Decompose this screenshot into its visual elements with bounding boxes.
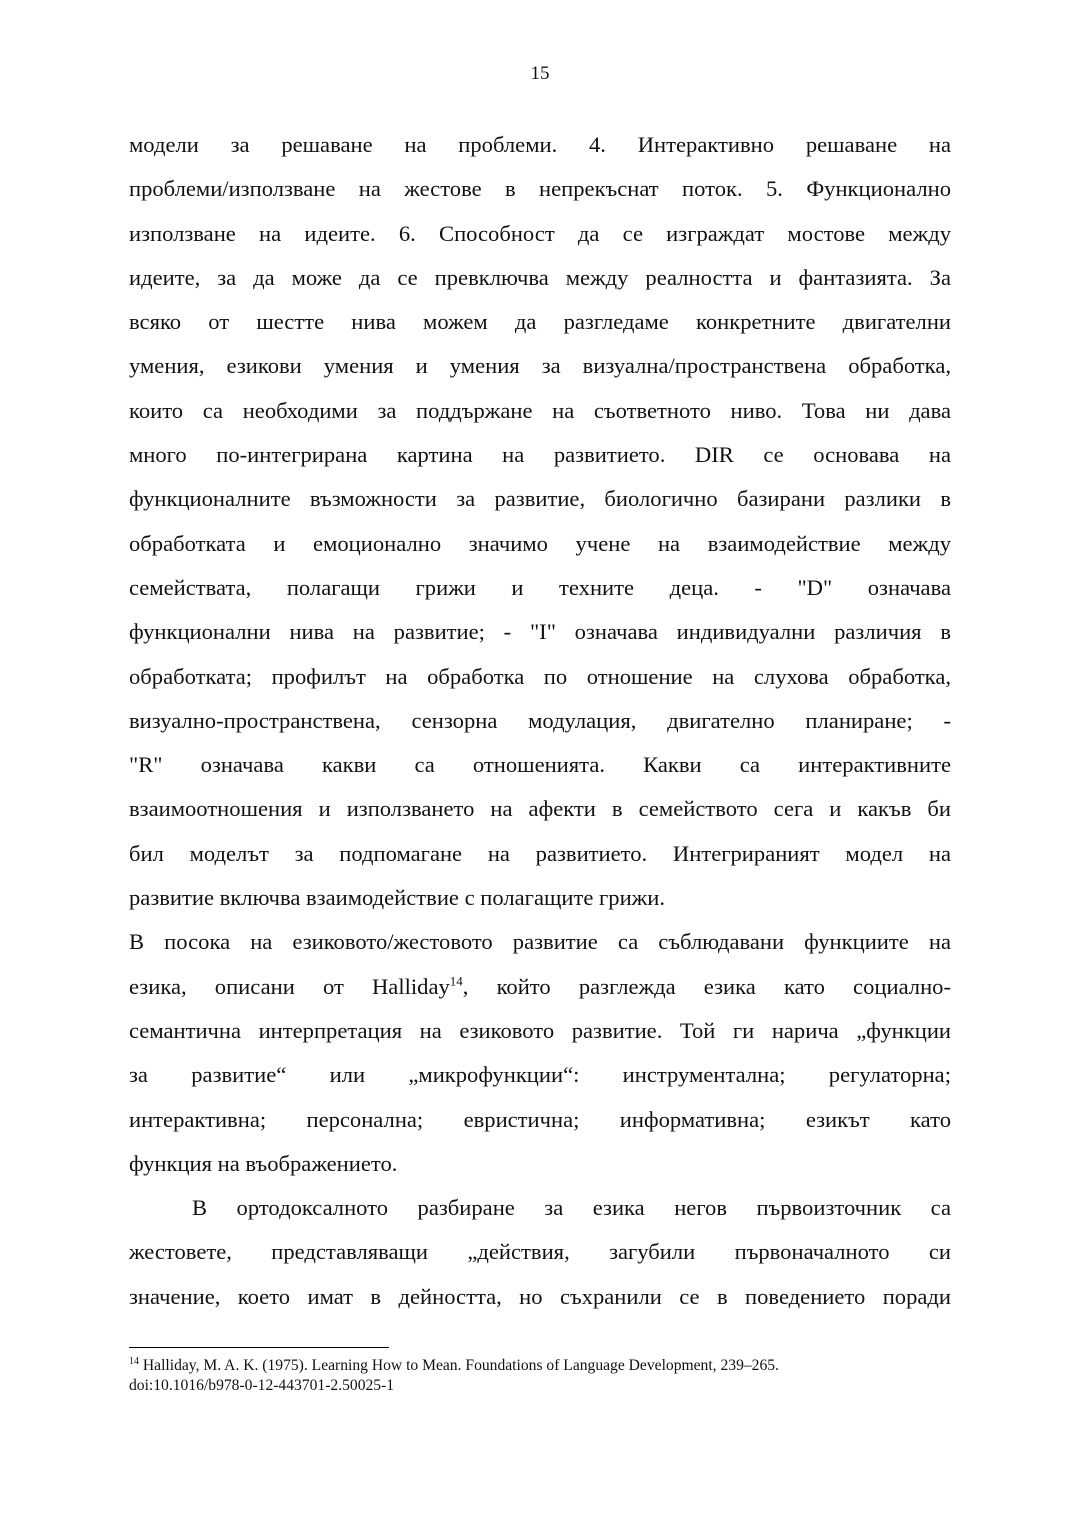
text-line: В посока на езиковото/жестовото развитие са съблюдавани функциите на [129,929,951,955]
footnote-doi[interactable]: doi:10.1016/b978-0-12-443701-2.50025-1 [129,1377,395,1394]
text-line: за развитие“ или „микрофункции“: инструментална; регулаторна; [129,1062,951,1088]
text-line: обработката; профилът на обработка по отношение на слухова обработка, [129,663,951,689]
text-line: семантична интерпретация на езиковото развитие. Той ги нарича „функции [129,1017,951,1043]
footnote-mark: 14 [129,1355,139,1367]
text-segment: , който разглежда езика като социално- [462,973,951,999]
text-line: интерактивна; персонална; евристична; информативна; езикът като [129,1106,951,1132]
text-line: проблеми/използване на жестове в непрекъснат поток. 5. Функционално [129,176,951,202]
text-line: функционални нива на развитие; - "I" означава индивидуални различия в [129,619,951,645]
text-line: умения, езикови умения и умения за визуална/пространствена обработка, [129,353,951,379]
text-line: семействата, полагащи грижи и техните деца. - "D" означава [129,574,951,600]
text-line: бил моделът за подпомагане на развитието. Интегрираният модел на [129,840,951,866]
text-line: идеите, за да може да се превключва между реалността и фантазията. За [129,264,951,290]
text-line: много по-интегрирана картина на развитието. DIR се основава на [129,442,951,468]
text-line: функционалните възможности за развитие, биологично базирани разлики в [129,486,951,512]
text-line: модели за решаване на проблеми. 4. Интерактивно решаване на [129,132,951,157]
text-line: взаимоотношения и използването на афекти в семейството сега и какъв би [129,796,951,822]
footnote-divider [129,1347,389,1348]
footnote [129,1356,951,1396]
body-text [129,123,951,1319]
text-line: развитие включва взаимодействие с полагащите грижи. [129,885,666,911]
footnote-reference[interactable]: 14 [449,973,463,989]
footnote-citation: Halliday, M. A. K. (1975). Learning How to Mean. Foundations of Language Development, 239–265. [142,1357,779,1374]
page-number: 15 [530,63,550,84]
text-line: жестовете, представляващи „действия, загубили първоначалното си [129,1239,951,1265]
text-line: значение, което имат в дейността, но съхранили се в поведението поради [129,1283,951,1309]
text-line: използване на идеите. 6. Способност да се изграждат мостове между [129,220,951,246]
text-line: визуално-пространствена, сензорна модулация, двигателно планиране; - [129,707,951,733]
text-line: "R" означава какви са отношенията. Какви са интерактивните [129,752,951,778]
footnote-line [129,1356,951,1376]
text-line: всяко от шестте нива можем да разгледаме конкретните двигателни [129,309,951,335]
text-segment: езика, описани от Halliday [129,973,450,999]
text-line: които са необходими за поддържане на съответното ниво. Това ни дава [129,397,951,423]
text-line: В ортодоксалното разбиране за езика негов първоизточник са [192,1195,951,1221]
text-line: обработката и емоционално значимо учене на взаимодействие между [129,530,951,556]
text-line: функция на въображението. [129,1150,398,1176]
text-line-with-footnote [129,965,951,1009]
